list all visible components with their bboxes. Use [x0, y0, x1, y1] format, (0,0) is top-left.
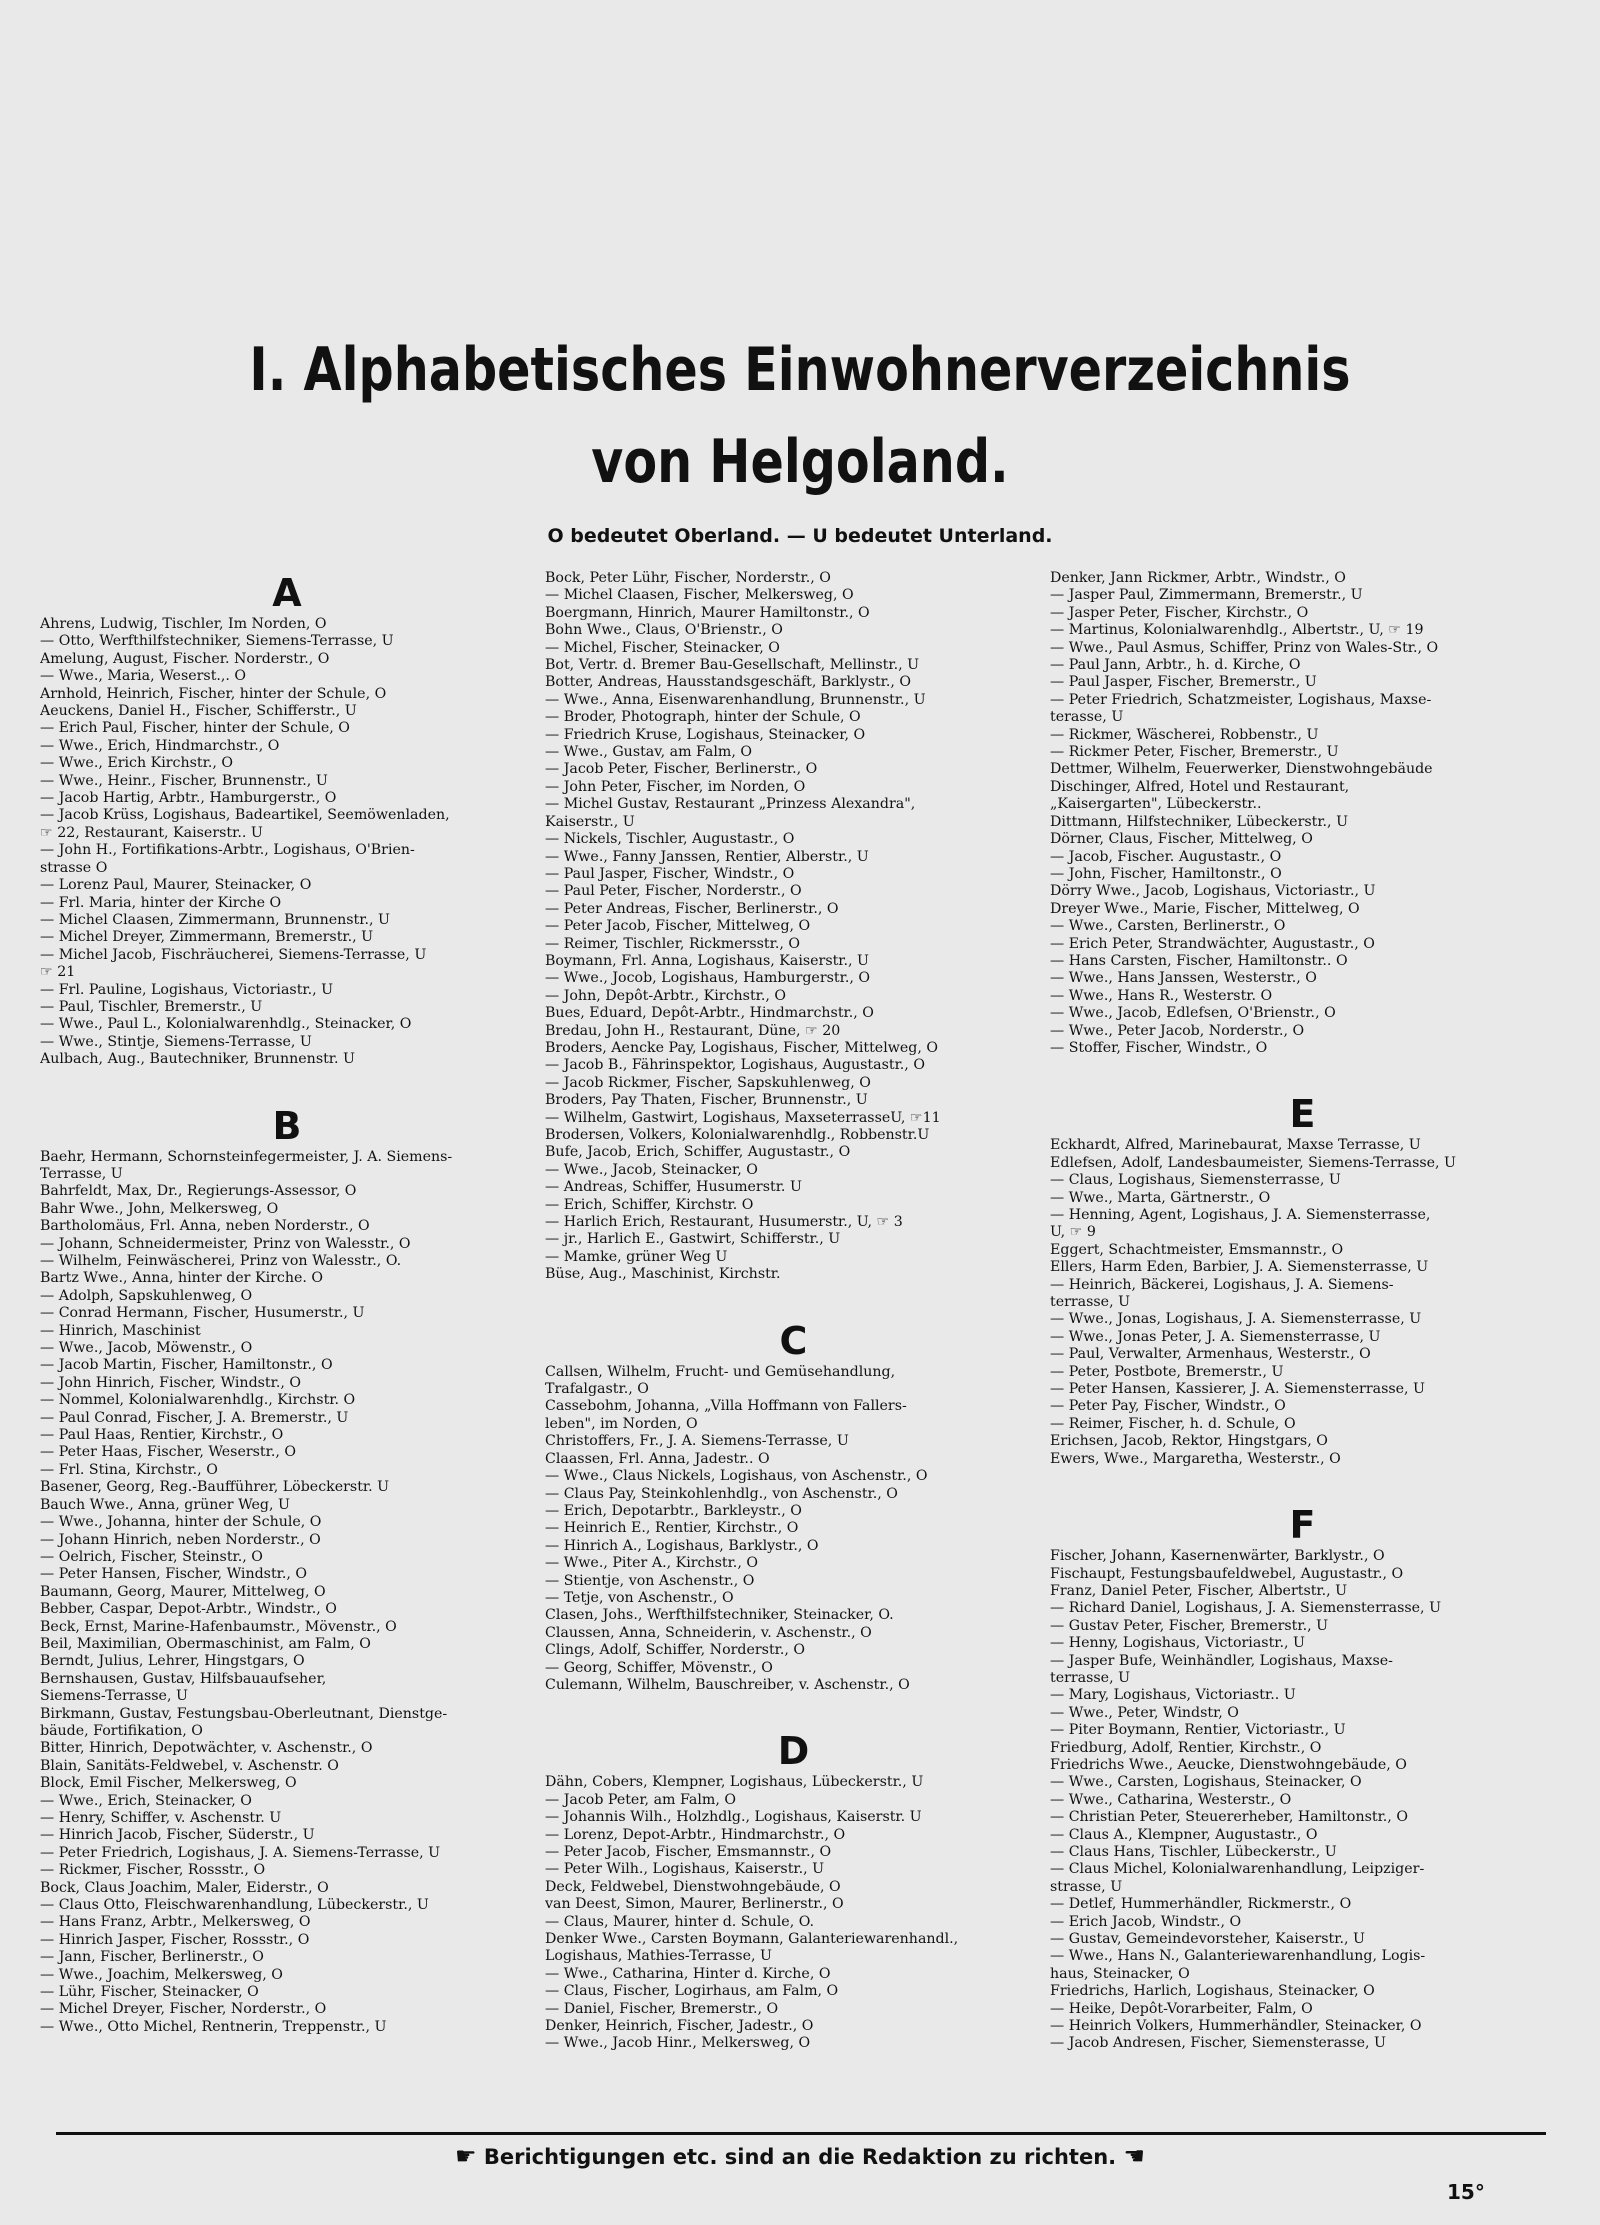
entry-line: — Erich Jacob, Windstr., O: [1050, 1913, 1242, 1930]
entry-line: — Wwe., Carsten, Berlinerstr., O: [1050, 918, 1286, 935]
entry-line: — Jacob Martin, Fischer, Hamiltonstr., O: [40, 1357, 333, 1374]
entry-line: Friedburg, Adolf, Rentier, Kirchstr., O: [1050, 1739, 1322, 1756]
entry-line: Dreyer Wwe., Marie, Fischer, Mittelweg, O: [1050, 900, 1360, 917]
entry-line: Culemann, Wilhelm, Bauschreiber, v. Aschenstr., O: [545, 1676, 910, 1693]
entry-line: — Wwe., Jacob Hinr., Melkersweg, O: [545, 2035, 811, 2052]
entry-line: — Peter Hansen, Kassierer, J. A. Siemensterrasse, U: [1050, 1381, 1426, 1398]
entry-line: Bock, Peter Lühr, Fischer, Norderstr., O: [545, 570, 831, 586]
entry-line: — Paul Jann, Arbtr., h. d. Kirche, O: [1050, 657, 1301, 674]
entry-line: — Hinrich Jasper, Fischer, Rossstr., O: [40, 1931, 310, 1948]
page-title: I. Alphabetisches Einwohnerverzeichnis: [249, 335, 1351, 405]
entry-line: — Peter, Postbote, Bremerstr., U: [1050, 1363, 1284, 1380]
entry-line: Basener, Georg, Reg.-Baufführer, Löbeckerstr. U: [40, 1479, 390, 1496]
entry-line: — Wwe., Hans N., Galanteriewarenhandlung, Logis-: [1050, 1948, 1426, 1965]
entry-line: — Wwe., Erich, Hindmarchstr., O: [40, 737, 280, 754]
entry-line: Bauch Wwe., Anna, grüner Weg, U: [40, 1496, 290, 1513]
entry-line: — Peter Jacob, Fischer, Emsmannstr., O: [545, 1844, 832, 1860]
entry-line: — Wwe., Erich, Steinacker, O: [40, 1792, 252, 1809]
entry-line: Eckhardt, Alfred, Marinebaurat, Maxse Terrasse, U: [1050, 1137, 1421, 1154]
entry-line: — Nommel, Kolonialwarenhdlg., Kirchstr. O: [40, 1392, 356, 1409]
entry-line: Büse, Aug., Maschinist, Kirchstr.: [545, 1266, 781, 1283]
entry-line: Bebber, Caspar, Depot-Arbtr., Windstr., O: [40, 1601, 337, 1618]
page-subtitle: von Helgoland.: [591, 427, 1009, 497]
entry-line: — Jasper Peter, Fischer, Kirchstr., O: [1050, 604, 1309, 621]
entry-line: U, ☞ 9: [1050, 1224, 1096, 1241]
entry-line: — Conrad Hermann, Fischer, Husumerstr., U: [40, 1305, 365, 1322]
entry-line: — Heinrich E., Rentier, Kirchstr., O: [545, 1520, 799, 1537]
entry-line: — Andreas, Schiffer, Husumerstr. U: [545, 1179, 802, 1196]
entry-line: — Heinrich, Bäckerei, Logishaus, J. A. Siemens-: [1050, 1276, 1394, 1293]
entry-line: — Claus A., Klempner, Augustastr., O: [1050, 1826, 1318, 1843]
entry-line: — Claus Michel, Kolonialwarenhandlung, Leipziger-: [1050, 1861, 1425, 1878]
entry-line: Trafalgastr., O: [545, 1381, 649, 1398]
directory-column-2: [545, 570, 1042, 2053]
entry-line: Aeuckens, Daniel H., Fischer, Schifferstr., U: [40, 703, 357, 720]
entry-line: Bot, Vertr. d. Bremer Bau-Gesellschaft, Mellinstr., U: [545, 657, 920, 674]
section-letter: D: [777, 1729, 810, 1774]
entry-line: — Wwe., Heinr., Fischer, Brunnenstr., U: [40, 772, 328, 789]
entry-line: — Hans Franz, Arbtr., Melkersweg, O: [40, 1914, 311, 1931]
entry-line: Bock, Claus Joachim, Maler, Eiderstr., O: [40, 1879, 329, 1896]
entry-line: Kaiserstr., U: [545, 813, 635, 830]
entry-line: — Wwe., Paul Asmus, Schiffer, Prinz von Wales-Str., O: [1050, 639, 1439, 656]
entry-line: Amelung, August, Fischer. Norderstr., O: [40, 650, 330, 667]
entry-line: — Claus Hans, Tischler, Lübeckerstr., U: [1050, 1844, 1337, 1860]
entry-line: strasse O: [40, 859, 108, 876]
entry-line: — Rickmer, Wäscherei, Robbenstr., U: [1050, 726, 1319, 743]
entry-line: — Claus Otto, Fleischwarenhandlung, Lübeckerstr., U: [40, 1897, 429, 1914]
directory-column-1: [40, 570, 534, 2036]
entry-line: Baumann, Georg, Maurer, Mittelweg, O: [40, 1583, 326, 1600]
entry-line: Bartz Wwe., Anna, hinter der Kirche. O: [40, 1270, 324, 1287]
entry-line: — Hinrich Jacob, Fischer, Süderstr., U: [40, 1827, 315, 1844]
entry-line: — Stoffer, Fischer, Windstr., O: [1050, 1039, 1268, 1056]
entry-line: — Michel Gustav, Restaurant „Prinzess Alexandra",: [545, 796, 916, 813]
entry-line: — Frl. Maria, hinter der Kirche O: [40, 894, 282, 911]
entry-line: Dittmann, Hilfstechniker, Lübeckerstr., U: [1050, 813, 1349, 830]
footer-note: [0, 2142, 1600, 2170]
entry-line: Boergmann, Hinrich, Maurer Hamiltonstr., O: [545, 604, 870, 621]
entry-line: Boymann, Frl. Anna, Logishaus, Kaiserstr., U: [545, 952, 870, 969]
entry-line: — Michel Dreyer, Fischer, Norderstr., O: [40, 2001, 327, 2018]
entry-line: — Jacob Andresen, Fischer, Siemensterasse, U: [1050, 2035, 1386, 2052]
entry-line: — Jacob Peter, am Falm, O: [545, 1791, 736, 1808]
entry-line: — Peter Wilh., Logishaus, Kaiserstr., U: [545, 1861, 825, 1878]
entry-line: Dörry Wwe., Jacob, Logishaus, Victoriastr., U: [1050, 883, 1376, 900]
entry-line: ☞ 21: [40, 964, 76, 981]
section-letter: C: [779, 1318, 808, 1363]
entry-line: leben", im Norden, O: [545, 1415, 698, 1432]
entry-line: Denker, Heinrich, Fischer, Jadestr., O: [545, 2018, 814, 2035]
entry-line: Ewers, Wwe., Margaretha, Westerstr., O: [1050, 1450, 1341, 1467]
entry-line: Denker, Jann Rickmer, Arbtr., Windstr., O: [1050, 570, 1346, 586]
entry-line: — Wilhelm, Feinwäscherei, Prinz von Walesstr., O.: [40, 1253, 402, 1269]
entry-line: Erichsen, Jacob, Rektor, Hingstgars, O: [1050, 1433, 1328, 1450]
section-spacer: [545, 1694, 1042, 1728]
entry-line: — Wwe., Fanny Janssen, Rentier, Alberstr., U: [545, 848, 869, 865]
entry-line: — Erich, Depotarbtr., Barkleystr., O: [545, 1502, 802, 1519]
entry-line: — Claus, Maurer, hinter d. Schule, O.: [545, 1913, 815, 1930]
entry-line: Claassen, Frl. Anna, Jadestr.. O: [545, 1450, 770, 1467]
entry-line: — Richard Daniel, Logishaus, J. A. Siemensterrasse, U: [1050, 1600, 1442, 1617]
entry-line: Friedrichs Wwe., Aeucke, Dienstwohngebäude, O: [1050, 1756, 1407, 1773]
entry-line: — Heinrich Volkers, Hummerhändler, Steinacker, O: [1050, 2018, 1422, 2035]
entry-line: — Wwe., Claus Nickels, Logishaus, von Aschenstr., O: [545, 1468, 928, 1485]
entry-line: — Michel Jacob, Fischräucherei, Siemens-Terrasse, U: [40, 946, 427, 963]
section-letter: A: [272, 571, 302, 615]
entry-line: — Wwe., Johanna, hinter der Schule, O: [40, 1514, 322, 1531]
entry-line: — John H., Fortifikations-Arbtr., Logishaus, O'Brien-: [40, 842, 415, 859]
entry-line: — Johann, Schneidermeister, Prinz von Walesstr., O: [40, 1235, 411, 1252]
section-letter: F: [1289, 1503, 1316, 1548]
entry-line: Clings, Adolf, Schiffer, Norderstr., O: [545, 1642, 806, 1659]
entry-line: — Adolph, Sapskuhlenweg, O: [40, 1287, 253, 1304]
entry-line: — Wwe., Erich Kirchstr., O: [40, 755, 233, 772]
entry-line: — Wwe., Catharina, Westerstr., O: [1050, 1791, 1292, 1808]
entry-line: — Detlef, Hummerhändler, Rickmerstr., O: [1050, 1896, 1352, 1913]
legend-note: O bedeutet Oberland. — U bedeutet Unterland.: [547, 525, 1053, 547]
entry-line: — John Peter, Fischer, im Norden, O: [545, 778, 806, 795]
entry-line: Bahrfeldt, Max, Dr., Regierungs-Assessor, O: [40, 1183, 357, 1200]
entry-line: Berndt, Julius, Lehrer, Hingstgars, O: [40, 1653, 305, 1670]
entry-line: — Lorenz, Depot-Arbtr., Hindmarchstr., O: [545, 1826, 846, 1843]
entry-line: — Wwe., Hans R., Westerstr. O: [1050, 987, 1273, 1004]
entry-line: Ahrens, Ludwig, Tischler, Im Norden, O: [40, 616, 327, 632]
entry-line: — Michel, Fischer, Steinacker, O: [545, 639, 780, 656]
entry-line: Dettmer, Wilhelm, Feuerwerker, Dienstwohngebäude: [1050, 761, 1433, 778]
entry-line: Dischinger, Alfred, Hotel und Restaurant,: [1050, 778, 1350, 795]
entry-line: — Wwe., Carsten, Logishaus, Steinacker, O: [1050, 1774, 1362, 1791]
entry-line: — Wwe., Jocob, Logishaus, Hamburgerstr., O: [545, 970, 870, 987]
entry-line: — Gustav, Gemeindevorsteher, Kaiserstr., U: [1050, 1931, 1365, 1948]
section-spacer: [40, 1069, 534, 1103]
entry-line: — Wwe., Hans Janssen, Westerstr., O: [1050, 970, 1317, 987]
entry-line: — Tetje, von Aschenstr., O: [545, 1589, 734, 1606]
entry-line: Blain, Sanitäts-Feldwebel, v. Aschenstr. O: [40, 1757, 339, 1774]
entry-line: — Wwe., Jonas, Logishaus, J. A. Siemensterrasse, U: [1050, 1311, 1422, 1328]
entry-line: — Wwe., Catharina, Hinter d. Kirche, O: [545, 1965, 831, 1982]
entry-line: Terrasse, U: [40, 1165, 123, 1182]
entry-line: — Jacob Rickmer, Fischer, Sapskuhlenweg, O: [545, 1074, 871, 1091]
entry-line: — jr., Harlich E., Gastwirt, Schifferstr., U: [545, 1231, 841, 1248]
entry-line: Cassebohm, Johanna, „Villa Hoffmann von Fallers-: [545, 1398, 907, 1415]
entry-line: Arnhold, Heinrich, Fischer, hinter der Schule, O: [40, 685, 387, 702]
entry-line: — Peter Friedrich, Schatzmeister, Logishaus, Maxse-: [1050, 691, 1432, 708]
entry-line: Siemens-Terrasse, U: [40, 1688, 188, 1705]
entry-line: — Jacob B., Fährinspektor, Logishaus, Augustastr., O: [545, 1057, 925, 1074]
entry-line: Claussen, Anna, Schneiderin, v. Aschenstr., O: [545, 1624, 872, 1641]
entry-line: — Paul Haas, Rentier, Kirchstr., O: [40, 1427, 284, 1444]
entry-line: Friedrichs, Harlich, Logishaus, Steinacker, O: [1050, 1983, 1375, 2000]
entry-line: Deck, Feldwebel, Dienstwohngebäude, O: [545, 1878, 841, 1895]
entry-line: — Michel Claasen, Zimmermann, Brunnenstr., U: [40, 911, 390, 928]
pointing-hand-icon: ☚: [1123, 2142, 1145, 2170]
entry-line: — Henning, Agent, Logishaus, J. A. Siemensterrasse,: [1050, 1207, 1431, 1223]
entry-line: — John Hinrich, Fischer, Windstr., O: [40, 1374, 302, 1391]
entry-line: Birkmann, Gustav, Festungsbau-Oberleutnant, Dienstge-: [40, 1705, 448, 1722]
entry-line: — Michel Claasen, Fischer, Melkersweg, O: [545, 587, 854, 604]
entry-line: Eggert, Schachtmeister, Emsmannstr., O: [1050, 1241, 1344, 1258]
entry-line: — Jacob Peter, Fischer, Berlinerstr., O: [545, 761, 818, 778]
entry-line: — Jacob Krüss, Logishaus, Badeartikel, Seemöwenladen,: [40, 807, 450, 824]
entry-line: Bernshausen, Gustav, Hilfsbauaufseher,: [40, 1670, 327, 1687]
section-spacer: [545, 1284, 1042, 1318]
entry-line: terrasse, U: [1050, 1294, 1131, 1311]
section-spacer: [1050, 1468, 1555, 1502]
entry-line: — Otto, Werfthilfstechniker, Siemens-Terrasse, U: [40, 633, 394, 650]
entry-line: — Friedrich Kruse, Logishaus, Steinacker, O: [545, 726, 866, 743]
entry-line: — Georg, Schiffer, Mövenstr., O: [545, 1659, 773, 1676]
entry-line: — Wwe., Marta, Gärtnerstr., O: [1050, 1189, 1271, 1206]
entry-line: ☞ 22, Restaurant, Kaiserstr.. U: [40, 824, 263, 841]
entry-line: Beck, Ernst, Marine-Hafenbaumstr., Mövenstr., O: [40, 1618, 397, 1635]
section-letter: B: [272, 1103, 302, 1148]
entry-line: — Gustav Peter, Fischer, Bremerstr., U: [1050, 1617, 1329, 1634]
entry-line: — Broder, Photograph, hinter der Schule, O: [545, 709, 861, 726]
entry-line: Ellers, Harm Eden, Barbier, J. A. Siemensterrasse, U: [1050, 1259, 1429, 1276]
entry-line: — Peter Jacob, Fischer, Mittelweg, O: [545, 918, 811, 935]
entry-line: — Michel Dreyer, Zimmermann, Bremerstr., U: [40, 929, 374, 946]
entry-line: — Daniel, Fischer, Bremerstr., O: [545, 2000, 779, 2017]
entry-line: Bues, Eduard, Depôt-Arbtr., Hindmarchstr., O: [545, 1005, 874, 1022]
entry-line: — Erich, Schiffer, Kirchstr. O: [545, 1196, 754, 1213]
entry-line: — Mamke, grüner Weg U: [545, 1248, 728, 1265]
entry-line: Edlefsen, Adolf, Landesbaumeister, Siemens-Terrasse, U: [1050, 1154, 1457, 1171]
entry-line: — Hans Carsten, Fischer, Hamiltonstr.. O: [1050, 952, 1348, 969]
entry-line: Bufe, Jacob, Erich, Schiffer, Augustastr., O: [545, 1144, 851, 1161]
entry-line: Beil, Maximilian, Obermaschinist, am Falm, O: [40, 1635, 371, 1652]
entry-line: bäude, Fortifikation, O: [40, 1722, 203, 1739]
entry-line: — Paul Jasper, Fischer, Windstr., O: [545, 865, 795, 882]
entry-line: Denker Wwe., Carsten Boymann, Galanteriewarenhandl.,: [545, 1931, 959, 1948]
entry-line: — Wwe., Piter A., Kirchstr., O: [545, 1555, 758, 1572]
entry-line: — Piter Boymann, Rentier, Victoriastr., U: [1050, 1722, 1346, 1739]
entry-line: — Stientje, von Aschenstr., O: [545, 1572, 755, 1589]
entry-line: — Lorenz Paul, Maurer, Steinacker, O: [40, 877, 312, 894]
entry-line: — Reimer, Fischer, h. d. Schule, O: [1050, 1415, 1296, 1432]
entry-line: Broders, Aencke Pay, Logishaus, Fischer, Mittelweg, O: [545, 1039, 939, 1056]
entry-line: — Wwe., Stintje, Siemens-Terrasse, U: [40, 1033, 312, 1050]
entry-line: — Paul Peter, Fischer, Norderstr., O: [545, 883, 802, 900]
entry-line: — Wwe., Jacob, Edlefsen, O'Brienstr., O: [1050, 1005, 1336, 1022]
entry-line: — Wilhelm, Gastwirt, Logishaus, MaxseterrasseU, ☞11: [545, 1109, 941, 1126]
entry-line: — Lühr, Fischer, Steinacker, O: [40, 1984, 259, 2001]
entry-line: — Wwe., Otto Michel, Rentnerin, Treppenstr., U: [40, 2018, 387, 2035]
entry-line: Fischaupt, Festungsbaufeldwebel, Augustastr., O: [1050, 1565, 1404, 1582]
entry-line: Bredau, John H., Restaurant, Düne, ☞ 20: [545, 1022, 841, 1039]
entry-line: — Peter Pay, Fischer, Windstr., O: [1050, 1398, 1286, 1415]
entry-line: — Paul Jasper, Fischer, Bremerstr., U: [1050, 674, 1317, 691]
entry-line: Franz, Daniel Peter, Fischer, Albertstr., U: [1050, 1582, 1348, 1599]
entry-line: — Wwe., Gustav, am Falm, O: [545, 744, 753, 761]
entry-line: — Jacob Hartig, Arbtr., Hamburgerstr., O: [40, 790, 337, 807]
entry-line: — Martinus, Kolonialwarenhdlg., Albertstr., U, ☞ 19: [1050, 622, 1424, 639]
entry-line: — Wwe., Anna, Eisenwarenhandlung, Brunnenstr., U: [545, 691, 926, 708]
entry-line: — Nickels, Tischler, Augustastr., O: [545, 831, 795, 848]
entry-line: — Hinrich, Maschinist: [40, 1322, 201, 1339]
entry-line: — Harlich Erich, Restaurant, Husumerstr., U, ☞ 3: [545, 1214, 903, 1231]
entry-line: — Jasper Bufe, Weinhändler, Logishaus, Maxse-: [1050, 1652, 1393, 1669]
section-letter: E: [1289, 1092, 1316, 1137]
entry-line: — John, Fischer, Hamiltonstr., O: [1050, 865, 1282, 882]
entry-line: — Henry, Schiffer, v. Aschenstr. U: [40, 1810, 282, 1826]
entry-line: — Heike, Depôt-Vorarbeiter, Falm, O: [1050, 2000, 1313, 2017]
section-spacer: [1050, 1057, 1555, 1091]
entry-line: van Deest, Simon, Maurer, Berlinerstr., O: [545, 1896, 844, 1913]
entry-line: terrasse, U: [1050, 1669, 1131, 1686]
entry-line: — Erich Peter, Strandwächter, Augustastr., O: [1050, 935, 1375, 952]
entry-line: — Wwe., Maria, Weserst.,. O: [40, 668, 247, 685]
entry-line: Botter, Andreas, Hausstandsgeschäft, Barklystr., O: [545, 674, 912, 691]
entry-line: — Claus Pay, Steinkohlenhdlg., von Aschenstr., O: [545, 1485, 898, 1502]
entry-line: — John, Depôt-Arbtr., Kirchstr., O: [545, 987, 787, 1004]
entry-line: Block, Emil Fischer, Melkersweg, O: [40, 1775, 297, 1792]
entry-line: — Peter Andreas, Fischer, Berlinerstr., O: [545, 900, 839, 917]
footer-rule: [56, 2132, 1546, 2135]
entry-line: — Jacob, Fischer. Augustastr., O: [1050, 848, 1282, 865]
entry-line: — Paul, Verwalter, Armenhaus, Westerstr., O: [1050, 1346, 1371, 1363]
entry-line: Bartholomäus, Frl. Anna, neben Norderstr., O: [40, 1218, 370, 1235]
entry-line: — Wwe., Jacob, Möwenstr., O: [40, 1340, 253, 1357]
entry-line: — Wwe., Paul L., Kolonialwarenhdlg., Steinacker, O: [40, 1016, 412, 1033]
entry-line: — Wwe., Jacob, Steinacker, O: [545, 1161, 758, 1178]
entry-line: strasse, U: [1050, 1878, 1123, 1895]
entry-line: — Frl. Stina, Kirchstr., O: [40, 1461, 218, 1478]
entry-line: — Jann, Fischer, Berlinerstr., O: [40, 1949, 264, 1966]
entry-line: — Rickmer Peter, Fischer, Bremerstr., U: [1050, 744, 1339, 761]
entry-line: — Paul, Tischler, Bremerstr., U: [40, 998, 263, 1015]
entry-line: — Frl. Pauline, Logishaus, Victoriastr., U: [40, 981, 334, 998]
entry-line: — Paul Conrad, Fischer, J. A. Bremerstr., U: [40, 1409, 349, 1426]
entry-line: Bahr Wwe., John, Melkersweg, O: [40, 1200, 279, 1217]
entry-line: — Wwe., Joachim, Melkersweg, O: [40, 1966, 283, 1983]
entry-line: — Peter Friedrich, Logishaus, J. A. Siemens-Terrasse, U: [40, 1844, 441, 1861]
entry-line: terasse, U: [1050, 709, 1124, 726]
entry-line: — Reimer, Tischler, Rickmersstr., O: [545, 935, 800, 952]
pointing-hand-icon: ☛: [455, 2142, 477, 2170]
entry-line: Callsen, Wilhelm, Frucht- und Gemüsehandlung,: [545, 1363, 896, 1380]
entry-line: — Johannis Wilh., Holzhdlg., Logishaus, Kaiserstr. U: [545, 1809, 922, 1826]
entry-line: haus, Steinacker, O: [1050, 1965, 1190, 1982]
entry-line: — Peter Hansen, Fischer, Windstr., O: [40, 1566, 308, 1583]
entry-line: — Wwe., Peter Jacob, Norderstr., O: [1050, 1022, 1305, 1039]
entry-line: — Henny, Logishaus, Victoriastr., U: [1050, 1635, 1305, 1652]
entry-line: Aulbach, Aug., Bautechniker, Brunnenstr. U: [40, 1051, 356, 1068]
entry-line: — Peter Haas, Fischer, Weserstr., O: [40, 1444, 297, 1461]
entry-line: — Mary, Logishaus, Victoriastr.. U: [1050, 1687, 1296, 1704]
entry-line: Fischer, Johann, Kasernenwärter, Barklystr., O: [1050, 1548, 1385, 1565]
page-number: 15°: [1447, 2180, 1485, 2204]
entry-line: — Claus, Logishaus, Siemensterrasse, U: [1050, 1172, 1341, 1189]
entry-line: — Rickmer, Fischer, Rossstr., O: [40, 1862, 266, 1879]
directory-column-3: [1050, 570, 1555, 2053]
entry-line: Dähn, Cobers, Klempner, Logishaus, Lübeckerstr., U: [545, 1774, 924, 1791]
entry-line: — Christian Peter, Steuererheber, Hamiltonstr., O: [1050, 1809, 1408, 1826]
entry-line: Broders, Pay Thaten, Fischer, Brunnenstr., U: [545, 1092, 868, 1109]
entry-line: Clasen, Johs., Werfthilfstechniker, Steinacker, O.: [545, 1607, 894, 1624]
entry-line: Brodersen, Volkers, Kolonialwarenhdlg., Robbenstr.U: [545, 1127, 930, 1143]
footer-text: Berichtigungen etc. sind an die Redaktion zu richten.: [483, 2145, 1117, 2169]
entry-line: Baehr, Hermann, Schornsteinfegermeister, J. A. Siemens-: [40, 1148, 453, 1165]
entry-line: — Oelrich, Fischer, Steinstr., O: [40, 1548, 263, 1565]
entry-line: Logishaus, Mathies-Terrasse, U: [545, 1948, 772, 1965]
entry-line: — Wwe., Jonas Peter, J. A. Siemensterrasse, U: [1050, 1328, 1381, 1345]
entry-line: — Wwe., Peter, Windstr, O: [1050, 1704, 1239, 1721]
entry-line: Bitter, Hinrich, Depotwächter, v. Aschenstr., O: [40, 1740, 373, 1757]
entry-line: — Jasper Paul, Zimmermann, Bremerstr., U: [1050, 587, 1363, 604]
entry-line: „Kaisergarten", Lübeckerstr..: [1050, 796, 1262, 813]
entry-line: — Hinrich A., Logishaus, Barklystr., O: [545, 1537, 819, 1554]
entry-line: — Erich Paul, Fischer, hinter der Schule, O: [40, 720, 350, 737]
entry-line: — Johann Hinrich, neben Norderstr., O: [40, 1531, 321, 1548]
entry-line: Christoffers, Fr., J. A. Siemens-Terrasse, U: [545, 1433, 849, 1450]
entry-line: Bohn Wwe., Claus, O'Brienstr., O: [545, 622, 783, 639]
entry-line: Dörner, Claus, Fischer, Mittelweg, O: [1050, 831, 1313, 848]
entry-line: — Claus, Fischer, Logirhaus, am Falm, O: [545, 1983, 839, 2000]
